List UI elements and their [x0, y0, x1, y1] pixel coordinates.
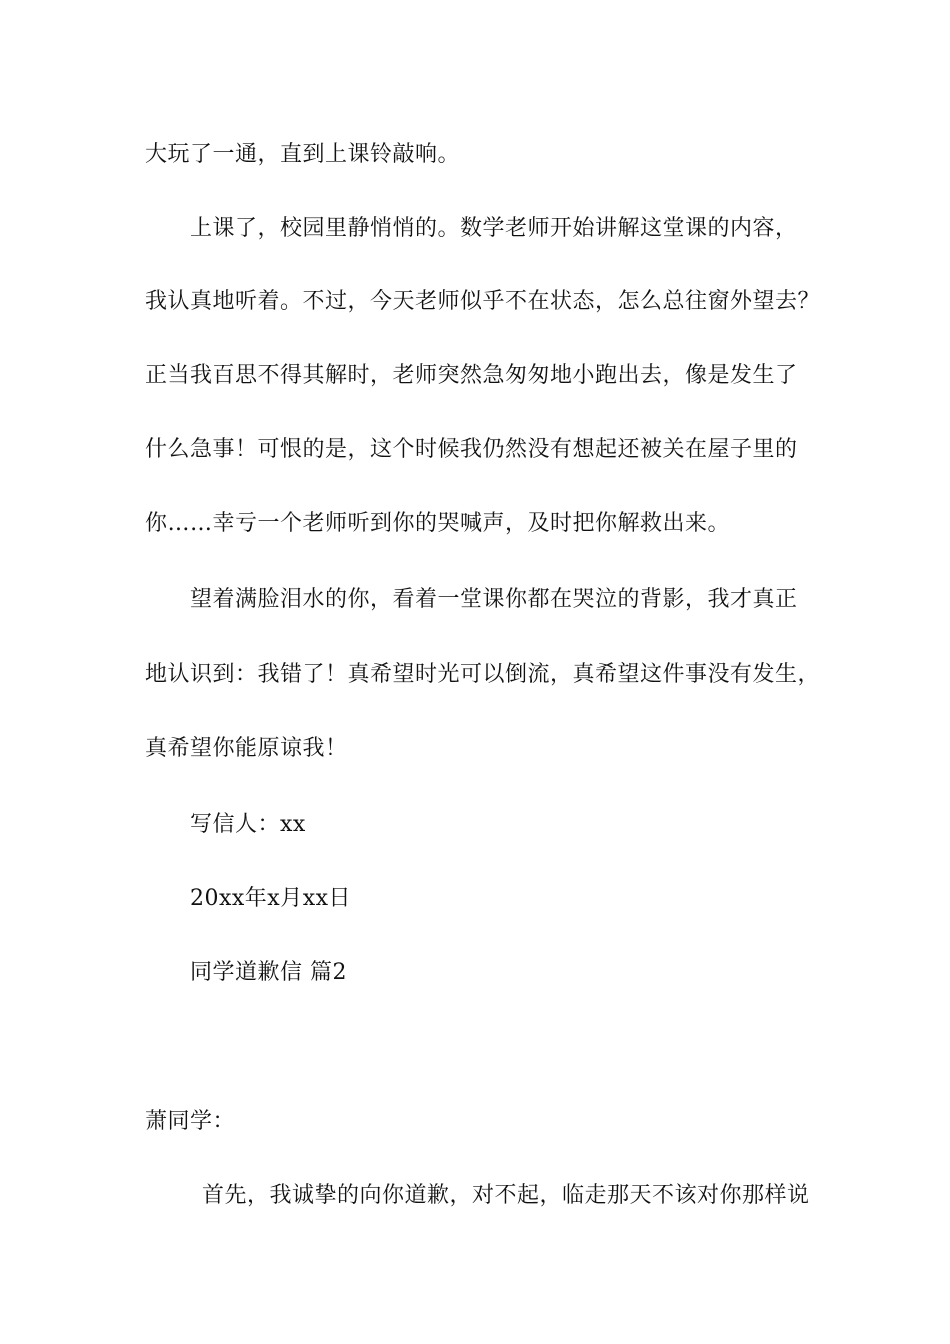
paragraph-line: 上课了，校园里静悄悄的。数学老师开始讲解这堂课的内容，	[190, 216, 798, 241]
letter-date: 20xx年x月xx日	[190, 886, 352, 911]
paragraph-line: 正当我百思不得其解时，老师突然急匆匆地小跑出去，像是发生了	[145, 363, 798, 388]
paragraph-line: 望着满脸泪水的你，看着一堂课你都在哭泣的背影，我才真正	[190, 587, 798, 612]
paragraph-line: 什么急事！可恨的是，这个时候我仍然没有想起还被关在屋子里的	[145, 437, 798, 462]
paragraph-line: 真希望你能原谅我！	[145, 736, 348, 761]
letter-salutation: 萧同学：	[145, 1109, 236, 1134]
section-heading: 同学道歉信 篇2	[190, 960, 347, 985]
paragraph-line: 你……幸亏一个老师听到你的哭喊声，及时把你解救出来。	[145, 511, 731, 536]
paragraph-line: 我认真地听着。不过，今天老师似乎不在状态，怎么总往窗外望去？	[145, 289, 821, 314]
paragraph-line: 首先，我诚挚的向你道歉，对不起，临走那天不该对你那样说	[202, 1183, 810, 1208]
paragraph-line: 地认识到：我错了！真希望时光可以倒流，真希望这件事没有发生，	[145, 662, 821, 687]
paragraph-line: 大玩了一通，直到上课铃敲响。	[145, 142, 461, 167]
letter-signature: 写信人：xx	[190, 812, 306, 837]
